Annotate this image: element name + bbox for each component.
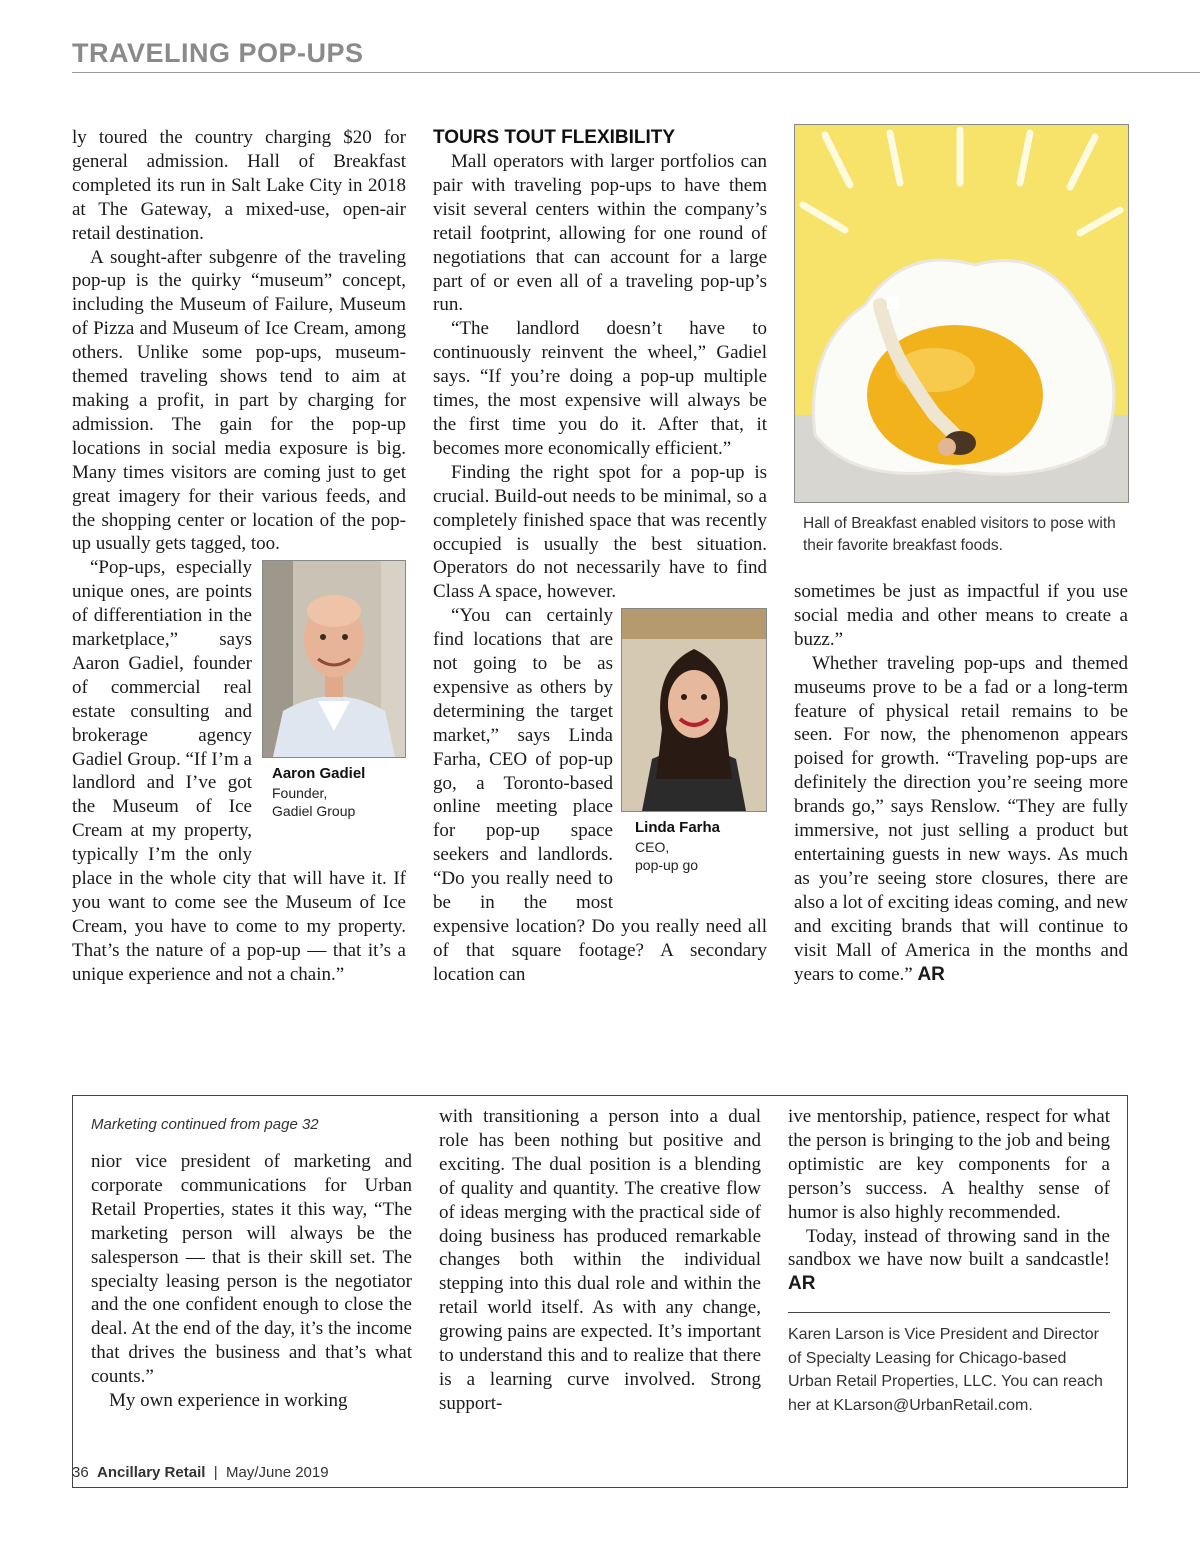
col1-paragraph-1: ly toured the country charging $20 for general admission. Hall of Breakfast completed its run in Salt Lake City in 2018 at The Gateway, a mixed-use, open-air retail destination. — [72, 127, 406, 244]
farha-name: Linda Farha — [635, 819, 721, 837]
section-title: TRAVELING POP-UPS — [72, 38, 364, 68]
col3-paragraph-2 — [794, 652, 1128, 987]
gadiel-portrait-image — [263, 561, 405, 757]
continued-col2-paragraph-1: with transitioning a person into a dual role has been nothing but positive and exciting. The dual position is a blending of quality and quantity. The creative flow of ideas merging with the practical side of doing business has produced remarkable changes both within the individual stepping into this dual role and within the retail world itself. As with any change, growing pains are expected. It’s important to understand this and to realize that there is a learning curve involved. Strong support- — [439, 1106, 761, 1414]
page-footer — [72, 1464, 329, 1481]
col2-paragraph-4-rest: to be in the most expensive location? Do you really need all of that square footage? A secondary location can — [433, 868, 767, 985]
col2-paragraph-3: Finding the right spot for a pop-up is crucial. Build-out needs to be minimal, so a completely finished space that was recently occupied is usually the best situation. Operators do not necessarily have to find Class A space, however. — [433, 461, 767, 603]
continued-label: Marketing continued from page 32 — [91, 1116, 319, 1133]
gadiel-title-line-2: Gadiel Group — [272, 803, 356, 820]
farha-portrait-image — [622, 609, 766, 811]
hall-of-breakfast-photo — [794, 124, 1129, 503]
column-3 — [794, 580, 1128, 986]
continued-col3-text — [788, 1105, 1110, 1296]
title-rule — [72, 72, 1200, 73]
gadiel-photo — [262, 560, 406, 758]
col2-paragraph-2: “The landlord doesn’t have to continuously reinvent the wheel,” Gadiel says. “If you’re doing a pop-up multiple times, the most expensive will always be the first time you do it. After that, it becomes more economically efficient.” — [433, 318, 767, 459]
col3-paragraph-1: sometimes be just as impactful if you use social media and other means to create a buzz.” — [794, 581, 1128, 650]
continued-column-1 — [91, 1114, 412, 1413]
farha-title-line-2: pop-up go — [635, 857, 699, 874]
continued-end-mark: AR — [788, 1273, 816, 1295]
continued-col1-text — [91, 1150, 412, 1413]
continued-col1-paragraph-2: My own experience in working — [109, 1390, 348, 1412]
continued-col3-paragraph-2 — [788, 1225, 1110, 1297]
hall-of-breakfast-image — [795, 125, 1128, 502]
column-2 — [433, 126, 767, 987]
farha-inset — [621, 608, 767, 904]
continued-col3-paragraph-2-text: Today, instead of throwing sand in the sandbox we have now built a sandcastle! — [788, 1225, 1110, 1271]
gadiel-name: Aaron Gadiel — [272, 765, 366, 783]
col3-paragraph-2-text: Whether traveling pop-ups and themed museums prove to be a fad or a long-term feature of physical retail remains to be seen. For now, the phenomenon appears poised for growth. “Traveling pop-ups are definitely the direction you’re seeing more brands go,” says Renslow. “They are fully immersive, not just selling a product but entertaining guests in new ways. As much as you’re seeing store closures, there are also a lot of exciting ideas coming, and new and exciting brands that will continue to visit Mall of America in the months and years to come.” — [794, 652, 1128, 985]
bio-rule — [788, 1312, 1110, 1313]
column-1 — [72, 126, 406, 987]
issue-date: May/June 2019 — [226, 1464, 329, 1481]
col1-paragraph-3-wrap: “Pop-ups, especially unique ones, are points of differentiation in the marketplace,” says Aaron Gadiel, founder of commercial real estate consulting and brokerage agency Gadiel Group. “If I’m a landlord and I’ve got the Museum — [72, 557, 252, 818]
col1-paragraph-3-rest: of Ice Cream at my property, typically I’m the only place in the whole city that will have it. If you want to come see the Museum of Ice Cream, you have to come to my property. That’s the nature of a pop-up — that it’s a unique experience and not a chain.” — [72, 796, 406, 985]
footer-separator: | — [213, 1464, 218, 1481]
col2-paragraph-4-wrap: “You can certainly find locations that are not going to be as expensive as others by determining the target market,” says Linda Farha, CEO of pop-up go, a Toronto-based online meeting place for pop-up space seekers and landlords. “Do you really need — [433, 605, 613, 890]
col2-paragraph-1: Mall operators with larger portfolios can pair with traveling pop-ups to have them visit several centers within the company’s retail footprint, allowing for one round of negotiations that can account for a large part of or even all of a traveling pop-up’s run. — [433, 151, 767, 316]
farha-title-line-1: CEO, — [635, 839, 670, 856]
col3-end-mark: AR — [917, 963, 945, 985]
gadiel-inset — [262, 560, 406, 848]
publication-name: Ancillary Retail — [97, 1464, 206, 1481]
photo-caption: Hall of Breakfast enabled visitors to pose with their favorite breakfast foods. — [803, 515, 1116, 554]
continued-column-3 — [788, 1105, 1110, 1417]
continued-col3-paragraph-1: ive mentorship, patience, respect for what the person is bringing to the job and being optimistic are key components for a person’s success. A healthy sense of humor is also highly recommended. — [788, 1106, 1110, 1223]
continued-column-2 — [439, 1105, 761, 1416]
farha-photo — [621, 608, 767, 812]
continued-col1-paragraph-1: nior vice president of marketing and corporate communications for Urban Retail Properties, states it this way, “The marketing person will always be the salesperson — that is their skill set. The specialty leasing person is the negotiator and the one confident enough to close the deal. At the end of the day, it’s the income that drives the business and that’s what counts.” — [91, 1151, 412, 1388]
tours-heading: TOURS TOUT FLEXIBILITY — [433, 127, 676, 148]
page-number: 36 — [72, 1464, 89, 1481]
col1-paragraph-2: A sought-after subgenre of the traveling pop-up is the quirky “museum” concept, including the Museum of Failure, Museum of Pizza and Museum of Ice Cream, among others. Unlike some pop-ups, museum-themed traveling shows tend to aim at making a profit, in part by charging for admission. The gain for the pop-up locations in social media exposure is big. Many times visitors are coming just to get great imagery for their various feeds, and the shopping center or location of the pop-up usually gets tagged, too. — [72, 246, 406, 555]
author-bio: Karen Larson is Vice President and Director of Specialty Leasing for Chicago-based Urban Retail Properties, LLC. You can reach her at KLarson@UrbanRetail.com. — [788, 1326, 1103, 1414]
gadiel-title-line-1: Founder, — [272, 785, 328, 802]
